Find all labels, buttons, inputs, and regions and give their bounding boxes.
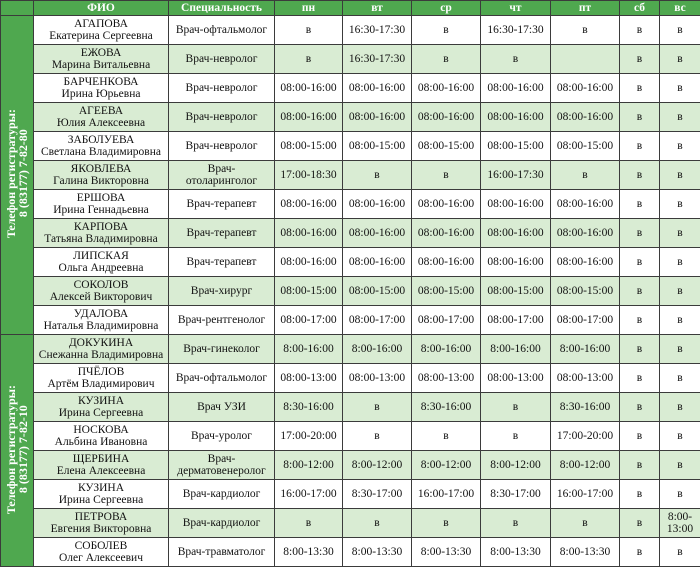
- day-schedule-cell: 08:00-16:00: [412, 190, 481, 219]
- day-schedule-cell: 8:00- 13:00: [660, 509, 700, 538]
- day-schedule-cell: 8:00-12:00: [551, 451, 620, 480]
- table-row: [1, 219, 700, 248]
- doctor-surname: ЯКОВЛЕВА: [34, 163, 168, 175]
- day-schedule-cell: 08:00-16:00: [275, 103, 343, 132]
- doctor-name-cell: [34, 509, 169, 538]
- day-schedule-cell: 8:00-12:00: [412, 451, 481, 480]
- doctor-name-cell: [34, 335, 169, 364]
- day-schedule-cell: в: [620, 190, 660, 219]
- day-schedule-cell: в: [660, 16, 700, 45]
- day-schedule-cell: 16:30-17:30: [343, 45, 412, 74]
- doctor-surname: СОКОЛОВ: [34, 279, 168, 291]
- doctor-name-cell: [34, 277, 169, 306]
- day-schedule-cell: в: [660, 480, 700, 509]
- header-corner: [1, 1, 34, 16]
- day-schedule-cell: 08:00-17:00: [412, 306, 481, 335]
- doctor-name-cell: [34, 74, 169, 103]
- doctor-name-cell: [34, 306, 169, 335]
- specialty-cell: Врач-невролог: [169, 74, 275, 103]
- day-schedule-cell: в: [412, 422, 481, 451]
- day-schedule-cell: 8:00-13:30: [343, 538, 412, 567]
- day-schedule-cell: 8:30-16:00: [551, 393, 620, 422]
- doctor-surname: КУЗИНА: [34, 482, 168, 494]
- day-schedule-cell: в: [412, 45, 481, 74]
- header-cell: ср: [412, 1, 481, 16]
- doctor-given-name: Галина Викторовна: [34, 175, 168, 187]
- table-row: [1, 16, 700, 45]
- day-schedule-cell: в: [660, 161, 700, 190]
- day-schedule-cell: в: [343, 161, 412, 190]
- doctor-surname: АГАПОВА: [34, 18, 168, 30]
- registry-phone-label: [1, 335, 34, 567]
- doctor-given-name: Ольга Андреевна: [34, 262, 168, 274]
- day-schedule-cell: в: [620, 509, 660, 538]
- doctor-surname: ЗАБОЛУЕВА: [34, 134, 168, 146]
- doctor-surname: УДАЛОВА: [34, 308, 168, 320]
- day-schedule-cell: 08:00-16:00: [343, 74, 412, 103]
- doctor-given-name: Ирина Сергеевна: [34, 494, 168, 506]
- day-schedule-cell: в: [660, 422, 700, 451]
- day-schedule-cell: 16:00-17:30: [481, 161, 551, 190]
- day-schedule-cell: в: [660, 219, 700, 248]
- day-schedule-cell: 8:00-12:00: [275, 451, 343, 480]
- doctor-name-cell: [34, 248, 169, 277]
- table-row: [1, 277, 700, 306]
- day-schedule-cell: в: [551, 509, 620, 538]
- table-row: [1, 190, 700, 219]
- specialty-cell: Врач-терапевт: [169, 190, 275, 219]
- day-schedule-cell: в: [620, 451, 660, 480]
- table-row: [1, 480, 700, 509]
- doctor-given-name: Олег Алексеевич: [34, 552, 168, 564]
- table-row: [1, 132, 700, 161]
- day-schedule-cell: в: [275, 45, 343, 74]
- doctor-given-name: Марина Витальевна: [34, 59, 168, 71]
- doctor-given-name: Ирина Юрьевна: [34, 88, 168, 100]
- day-schedule-cell: 08:00-16:00: [343, 103, 412, 132]
- day-schedule-cell: 08:00-16:00: [275, 248, 343, 277]
- specialty-cell: Врач-рентгенолог: [169, 306, 275, 335]
- day-schedule-cell: в: [620, 219, 660, 248]
- day-schedule-cell: в: [620, 132, 660, 161]
- specialty-cell: Врач-гинеколог: [169, 335, 275, 364]
- day-schedule-cell: в: [481, 393, 551, 422]
- day-schedule-cell: в: [412, 16, 481, 45]
- doctor-name-cell: [34, 190, 169, 219]
- specialty-cell: Врач-хирург: [169, 277, 275, 306]
- doctor-given-name: Наталья Владимировна: [34, 320, 168, 332]
- doctor-name-cell: [34, 103, 169, 132]
- doctor-given-name: Евгения Викторовна: [34, 523, 168, 535]
- day-schedule-cell: 8:00-13:30: [551, 538, 620, 567]
- day-schedule-cell: 08:00-16:00: [551, 103, 620, 132]
- doctor-name-cell: [34, 16, 169, 45]
- day-schedule-cell: 8:00-13:30: [481, 538, 551, 567]
- day-schedule-cell: 08:00-16:00: [481, 190, 551, 219]
- day-schedule-cell: в: [275, 509, 343, 538]
- doctor-surname: ЕРШОВА: [34, 192, 168, 204]
- doctor-given-name: Ирина Сергеевна: [34, 407, 168, 419]
- day-schedule-cell: 08:00-16:00: [343, 190, 412, 219]
- doctor-given-name: Снежанна Владимировна: [34, 349, 168, 361]
- day-schedule-cell: в: [551, 161, 620, 190]
- doctor-given-name: Екатерина Сергеевна: [34, 30, 168, 42]
- doctor-surname: ПЕТРОВА: [34, 511, 168, 523]
- day-schedule-cell: 8:00-16:00: [343, 335, 412, 364]
- day-schedule-cell: 8:00-16:00: [551, 335, 620, 364]
- day-schedule-cell: 8:00-16:00: [481, 335, 551, 364]
- doctor-name-cell: [34, 451, 169, 480]
- doctor-given-name: Ирина Геннадьевна: [34, 204, 168, 216]
- doctor-surname: КАРПОВА: [34, 221, 168, 233]
- day-schedule-cell: 08:00-16:00: [343, 248, 412, 277]
- day-schedule-cell: в: [660, 451, 700, 480]
- day-schedule-cell: в: [620, 103, 660, 132]
- day-schedule-cell: в: [620, 277, 660, 306]
- day-schedule-cell: 17:00-20:00: [551, 422, 620, 451]
- schedule-body: [1, 16, 700, 567]
- header-cell: сб: [620, 1, 660, 16]
- day-schedule-cell: 08:00-16:00: [551, 190, 620, 219]
- day-schedule-cell: 08:00-16:00: [275, 190, 343, 219]
- doctor-surname: ПЧЁЛОВ: [34, 366, 168, 378]
- day-schedule-cell: в: [620, 335, 660, 364]
- header-cell: Специальность: [169, 1, 275, 16]
- day-schedule-cell: 08:00-15:00: [343, 132, 412, 161]
- day-schedule-cell: 8:00-12:00: [343, 451, 412, 480]
- day-schedule-cell: в: [620, 248, 660, 277]
- day-schedule-cell: 08:00-16:00: [551, 248, 620, 277]
- doctor-given-name: Светлана Владимировна: [34, 146, 168, 158]
- table-row: [1, 335, 700, 364]
- day-schedule-cell: в: [660, 538, 700, 567]
- day-schedule-cell: 08:00-15:00: [551, 132, 620, 161]
- table-row: [1, 161, 700, 190]
- doctor-name-cell: [34, 393, 169, 422]
- day-schedule-cell: 08:00-16:00: [551, 74, 620, 103]
- day-schedule-cell: 08:00-16:00: [343, 219, 412, 248]
- day-schedule-cell: в: [620, 161, 660, 190]
- day-schedule-cell: 08:00-15:00: [481, 132, 551, 161]
- day-schedule-cell: 08:00-15:00: [481, 277, 551, 306]
- day-schedule-cell: в: [660, 335, 700, 364]
- day-schedule-cell: в: [620, 422, 660, 451]
- header-cell: вт: [343, 1, 412, 16]
- day-schedule-cell: 08:00-15:00: [275, 277, 343, 306]
- specialty-cell: Врач-терапевт: [169, 219, 275, 248]
- table-row: [1, 364, 700, 393]
- header-cell: вс: [660, 1, 700, 16]
- day-schedule-cell: 08:00-16:00: [481, 248, 551, 277]
- table-row: [1, 451, 700, 480]
- doctor-name-cell: [34, 538, 169, 567]
- day-schedule-cell: в: [660, 306, 700, 335]
- day-schedule-cell: 08:00-17:00: [343, 306, 412, 335]
- day-schedule-cell: в: [620, 306, 660, 335]
- day-schedule-cell: в: [343, 422, 412, 451]
- day-schedule-cell: 08:00-15:00: [412, 277, 481, 306]
- table-row: [1, 538, 700, 567]
- day-schedule-cell: 08:00-16:00: [551, 219, 620, 248]
- doctor-name-cell: [34, 161, 169, 190]
- doctor-surname: ЕЖОВА: [34, 47, 168, 59]
- doctor-surname: БАРЧЕНКОВА: [34, 76, 168, 88]
- day-schedule-cell: 08:00-15:00: [551, 277, 620, 306]
- specialty-cell: Врач-кардиолог: [169, 509, 275, 538]
- day-schedule-cell: в: [481, 45, 551, 74]
- doctor-name-cell: [34, 132, 169, 161]
- day-schedule-cell: 08:00-16:00: [481, 103, 551, 132]
- day-schedule-cell: 08:00-15:00: [343, 277, 412, 306]
- specialty-cell: Врач УЗИ: [169, 393, 275, 422]
- day-schedule-cell: 16:00-17:00: [551, 480, 620, 509]
- day-schedule-cell: 16:00-17:00: [275, 480, 343, 509]
- day-schedule-cell: 08:00-16:00: [412, 248, 481, 277]
- doctor-name-cell: [34, 219, 169, 248]
- day-schedule-cell: 8:30-17:00: [343, 480, 412, 509]
- day-schedule-cell: 08:00-13:00: [551, 364, 620, 393]
- registry-phone-text: Телефон регистратуры: 8 (83177) 7-82-10: [5, 385, 29, 514]
- day-schedule-cell: 08:00-17:00: [275, 306, 343, 335]
- doctor-name-cell: [34, 480, 169, 509]
- day-schedule-cell: 08:00-13:00: [275, 364, 343, 393]
- doctor-name-cell: [34, 45, 169, 74]
- doctor-given-name: Елена Алексеевна: [34, 465, 168, 477]
- day-schedule-cell: 8:00-13:30: [275, 538, 343, 567]
- doctor-surname: СОБОЛЕВ: [34, 540, 168, 552]
- day-schedule-cell: 16:30-17:30: [481, 16, 551, 45]
- doctor-given-name: Альбина Ивановна: [34, 436, 168, 448]
- specialty-cell: Врач-невролог: [169, 132, 275, 161]
- specialty-cell: Врач- отоларинголог: [169, 161, 275, 190]
- day-schedule-cell: в: [660, 45, 700, 74]
- day-schedule-cell: в: [275, 16, 343, 45]
- day-schedule-cell: в: [343, 509, 412, 538]
- specialty-cell: Врач-невролог: [169, 45, 275, 74]
- day-schedule-cell: в: [481, 422, 551, 451]
- doctor-surname: ДОКУКИНА: [34, 337, 168, 349]
- day-schedule-cell: 8:00-16:00: [275, 335, 343, 364]
- header-cell: пн: [275, 1, 343, 16]
- header-cell: чт: [481, 1, 551, 16]
- day-schedule-cell: [551, 45, 620, 74]
- day-schedule-cell: в: [620, 480, 660, 509]
- day-schedule-cell: в: [620, 74, 660, 103]
- day-schedule-cell: 08:00-17:00: [551, 306, 620, 335]
- specialty-cell: Врач-офтальмолог: [169, 364, 275, 393]
- day-schedule-cell: 08:00-13:00: [412, 364, 481, 393]
- day-schedule-cell: 08:00-13:00: [481, 364, 551, 393]
- registry-phone-text: Телефон регистратуры: 8 (83177) 7-82-80: [5, 109, 29, 238]
- day-schedule-cell: 8:00-13:30: [412, 538, 481, 567]
- day-schedule-cell: 8:00-16:00: [412, 335, 481, 364]
- day-schedule-cell: в: [660, 248, 700, 277]
- day-schedule-cell: 08:00-17:00: [481, 306, 551, 335]
- day-schedule-cell: в: [620, 393, 660, 422]
- doctor-surname: НОСКОВА: [34, 424, 168, 436]
- specialty-cell: Врач-невролог: [169, 103, 275, 132]
- table-row: [1, 74, 700, 103]
- table-row: [1, 306, 700, 335]
- specialty-cell: Врач- дерматовенеролог: [169, 451, 275, 480]
- specialty-cell: Врач-кардиолог: [169, 480, 275, 509]
- day-schedule-cell: в: [660, 277, 700, 306]
- specialty-cell: Врач-офтальмолог: [169, 16, 275, 45]
- doctor-surname: АГЕЕВА: [34, 105, 168, 117]
- day-schedule-cell: 08:00-16:00: [481, 219, 551, 248]
- table-row: [1, 422, 700, 451]
- doctor-surname: КУЗИНА: [34, 395, 168, 407]
- day-schedule-cell: в: [412, 509, 481, 538]
- day-schedule-cell: 08:00-16:00: [412, 103, 481, 132]
- table-row: [1, 509, 700, 538]
- day-schedule-cell: 16:00-17:00: [412, 480, 481, 509]
- day-schedule-cell: в: [481, 509, 551, 538]
- day-schedule-cell: 08:00-16:00: [481, 74, 551, 103]
- day-schedule-cell: 8:00-12:00: [481, 451, 551, 480]
- day-schedule-cell: в: [660, 132, 700, 161]
- day-schedule-cell: 08:00-16:00: [275, 74, 343, 103]
- day-schedule-cell: в: [620, 45, 660, 74]
- specialty-cell: Врач-уролог: [169, 422, 275, 451]
- day-schedule-cell: в: [551, 16, 620, 45]
- day-schedule-cell: 08:00-16:00: [412, 74, 481, 103]
- day-schedule-cell: 08:00-16:00: [275, 219, 343, 248]
- table-row: [1, 248, 700, 277]
- header-row: [1, 1, 700, 16]
- table-row: [1, 103, 700, 132]
- doctor-given-name: Юлия Алексеевна: [34, 117, 168, 129]
- day-schedule-cell: 8:30-16:00: [275, 393, 343, 422]
- day-schedule-cell: в: [620, 364, 660, 393]
- day-schedule-cell: в: [412, 161, 481, 190]
- day-schedule-cell: в: [343, 393, 412, 422]
- table-row: [1, 45, 700, 74]
- day-schedule-cell: в: [620, 16, 660, 45]
- doctor-surname: ЩЕРБИНА: [34, 453, 168, 465]
- day-schedule-cell: 08:00-15:00: [412, 132, 481, 161]
- doctor-surname: ЛИПСКАЯ: [34, 250, 168, 262]
- day-schedule-cell: 08:00-15:00: [275, 132, 343, 161]
- day-schedule-cell: 8:30-17:00: [481, 480, 551, 509]
- day-schedule-cell: в: [660, 103, 700, 132]
- day-schedule-cell: в: [660, 74, 700, 103]
- day-schedule-cell: 17:00-20:00: [275, 422, 343, 451]
- doctor-name-cell: [34, 364, 169, 393]
- day-schedule-cell: в: [660, 364, 700, 393]
- doctor-given-name: Татьяна Владимировна: [34, 233, 168, 245]
- day-schedule-cell: 08:00-16:00: [412, 219, 481, 248]
- day-schedule-cell: 16:30-17:30: [343, 16, 412, 45]
- day-schedule-cell: в: [660, 393, 700, 422]
- doctor-name-cell: [34, 422, 169, 451]
- day-schedule-cell: в: [660, 190, 700, 219]
- table-row: [1, 393, 700, 422]
- header-cell: ФИО: [34, 1, 169, 16]
- doctor-given-name: Артём Владимирович: [34, 378, 168, 390]
- doctor-given-name: Алексей Викторович: [34, 291, 168, 303]
- header-cell: пт: [551, 1, 620, 16]
- day-schedule-cell: 08:00-13:00: [343, 364, 412, 393]
- day-schedule-cell: 8:30-16:00: [412, 393, 481, 422]
- registry-phone-label: [1, 16, 34, 335]
- day-schedule-cell: 17:00-18:30: [275, 161, 343, 190]
- specialty-cell: Врач-травматолог: [169, 538, 275, 567]
- day-schedule-cell: в: [620, 538, 660, 567]
- specialty-cell: Врач-терапевт: [169, 248, 275, 277]
